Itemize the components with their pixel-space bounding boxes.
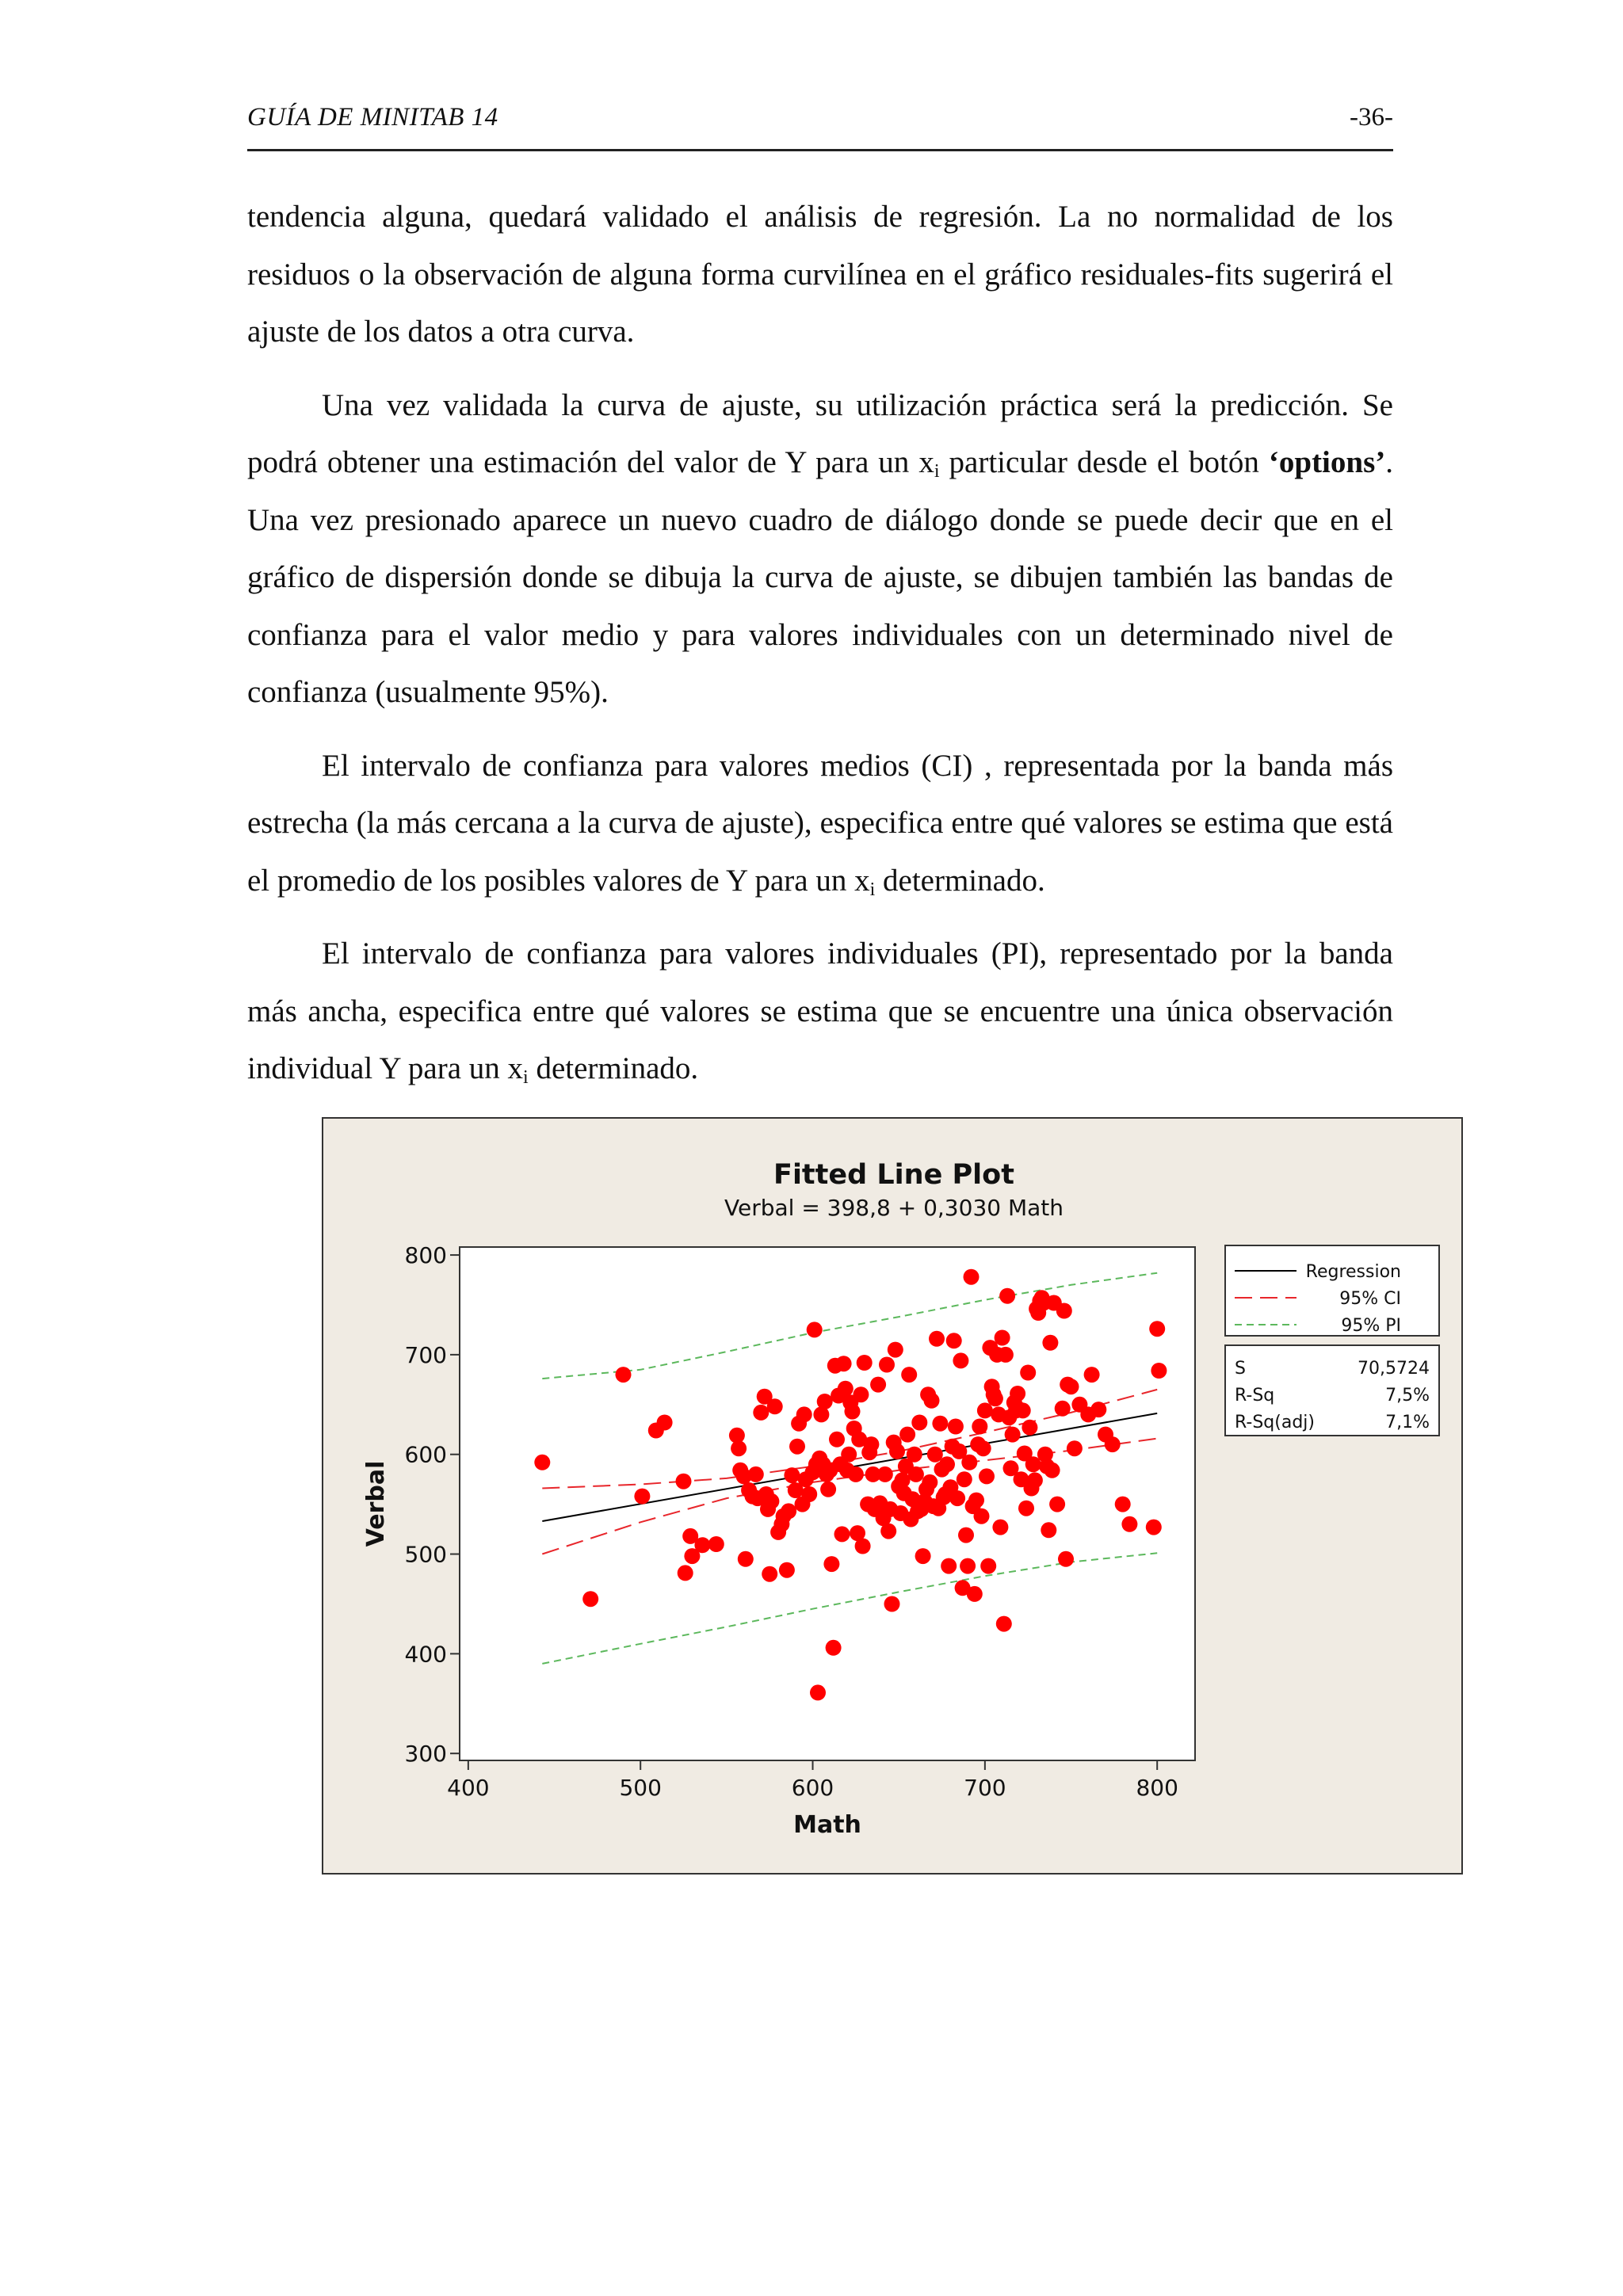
data-point — [972, 1419, 987, 1435]
data-point — [1055, 1401, 1071, 1417]
paragraph-1-text: tendencia alguna, quedará validado el análisis de regresión. La no normalidad de los residuos o la observación de alguna forma curvilínea en el gráfico residuales-fits sugerirá el ajuste de los datos a otra curva. — [247, 200, 1393, 349]
data-point — [657, 1415, 673, 1431]
data-point — [949, 1490, 965, 1506]
data-point — [880, 1524, 896, 1539]
data-point — [977, 1402, 993, 1418]
fitted-line-plot-figure — [322, 1117, 1463, 1875]
data-point — [763, 1493, 779, 1509]
paragraph-4 — [247, 925, 1393, 1098]
data-point — [948, 1419, 964, 1435]
stats-box — [1225, 1345, 1439, 1436]
data-point — [845, 1404, 861, 1420]
x-tick-label: 700 — [964, 1775, 1006, 1801]
data-point — [907, 1447, 922, 1463]
x-tick-label: 400 — [447, 1775, 490, 1801]
paragraph-2-text-b: particular desde el botón — [939, 445, 1269, 479]
data-point — [1056, 1303, 1072, 1319]
data-point — [1020, 1365, 1036, 1381]
data-point — [1022, 1420, 1037, 1436]
data-point — [998, 1347, 1014, 1363]
data-point — [1090, 1402, 1106, 1417]
data-point — [820, 1482, 836, 1497]
data-point — [929, 1331, 945, 1347]
paragraph-3 — [247, 738, 1393, 910]
subscript-i: i — [869, 879, 876, 900]
data-point — [996, 1616, 1012, 1632]
legend-ci-label: 95% CI — [1339, 1289, 1401, 1309]
fitted-line-plot — [323, 1119, 1461, 1873]
stat-rsq-value: 7,5% — [1385, 1386, 1430, 1405]
data-point — [762, 1566, 777, 1582]
x-axis-label: Math — [793, 1811, 861, 1839]
chart-subtitle: Verbal = 398,8 + 0,3030 Math — [724, 1195, 1064, 1221]
y-tick-label: 300 — [404, 1741, 447, 1768]
plot-area — [460, 1247, 1195, 1760]
data-point — [979, 1468, 995, 1484]
data-point — [855, 1539, 871, 1554]
data-point — [884, 1596, 900, 1612]
legend-regression-label: Regression — [1305, 1262, 1401, 1282]
stat-rsqadj-value: 7,1% — [1385, 1413, 1430, 1432]
data-point — [748, 1466, 764, 1482]
data-point — [863, 1436, 879, 1452]
data-point — [1067, 1440, 1083, 1456]
data-point — [834, 1526, 850, 1542]
chart-title: Fitted Line Plot — [773, 1159, 1014, 1191]
data-point — [968, 1493, 984, 1508]
paragraph-1 — [247, 189, 1393, 361]
data-point — [992, 1520, 1008, 1535]
data-point — [1121, 1516, 1137, 1532]
running-title: GUÍA DE MINITAB 14 — [247, 103, 498, 132]
data-point — [753, 1405, 769, 1421]
data-point — [789, 1439, 805, 1455]
data-point — [987, 1390, 1003, 1406]
data-point — [939, 1456, 955, 1472]
data-point — [922, 1474, 938, 1490]
data-point — [888, 1342, 903, 1358]
data-point — [958, 1527, 974, 1543]
x-tick-label: 600 — [791, 1775, 834, 1801]
data-point — [911, 1415, 927, 1431]
stat-s-label: S — [1235, 1359, 1246, 1379]
data-point — [964, 1269, 980, 1285]
data-point — [953, 1352, 968, 1368]
y-tick-label: 400 — [404, 1641, 447, 1668]
data-point — [974, 1508, 990, 1524]
data-point — [848, 1466, 864, 1482]
paragraph-2 — [247, 377, 1393, 722]
data-point — [915, 1548, 931, 1564]
y-tick-label: 500 — [404, 1541, 447, 1568]
data-point — [708, 1536, 724, 1552]
data-point — [1058, 1551, 1074, 1567]
data-point — [810, 1684, 826, 1700]
data-point — [767, 1398, 783, 1414]
legend-box — [1225, 1245, 1439, 1336]
data-point — [889, 1444, 905, 1459]
data-point — [899, 1427, 915, 1443]
body-text — [247, 189, 1393, 1098]
subscript-i: i — [934, 461, 940, 482]
data-point — [1115, 1497, 1131, 1512]
data-point — [676, 1474, 692, 1489]
data-point — [853, 1386, 869, 1402]
subscript-i: i — [523, 1067, 529, 1088]
data-point — [1105, 1436, 1121, 1452]
data-point — [957, 1471, 972, 1487]
data-point — [924, 1393, 940, 1409]
data-point — [694, 1537, 710, 1553]
data-point — [582, 1591, 598, 1607]
legend-pi-label: 95% PI — [1341, 1316, 1401, 1336]
y-tick-label: 800 — [404, 1242, 447, 1269]
data-point — [932, 1416, 948, 1432]
paragraph-4-text-b: determinado. — [528, 1051, 699, 1085]
data-point — [995, 1330, 1010, 1346]
data-point — [829, 1432, 845, 1447]
data-point — [877, 1466, 893, 1482]
data-point — [1018, 1501, 1034, 1516]
data-point — [870, 1377, 886, 1393]
data-point — [908, 1466, 924, 1482]
data-point — [738, 1551, 754, 1567]
page-number: -36- — [1350, 103, 1393, 132]
stat-rsq-label: R-Sq — [1235, 1386, 1275, 1405]
page-header — [247, 93, 1393, 151]
data-point — [836, 1356, 852, 1371]
data-point — [1005, 1427, 1021, 1443]
data-point — [1044, 1463, 1060, 1478]
data-point — [901, 1367, 917, 1383]
data-point — [999, 1288, 1015, 1304]
data-point — [960, 1558, 976, 1574]
data-point — [1042, 1335, 1058, 1351]
data-point — [807, 1322, 823, 1337]
data-point — [781, 1503, 796, 1519]
data-point — [946, 1333, 962, 1348]
data-point — [616, 1367, 632, 1383]
data-point — [1027, 1472, 1043, 1488]
data-point — [980, 1558, 996, 1574]
data-point — [841, 1447, 857, 1463]
x-tick-label: 800 — [1136, 1775, 1178, 1801]
data-point — [801, 1486, 817, 1502]
data-point — [1064, 1379, 1079, 1394]
data-point — [826, 1640, 842, 1656]
stat-rsqadj-label: R-Sq(adj) — [1235, 1413, 1315, 1432]
data-point — [796, 1406, 812, 1422]
data-point — [1049, 1497, 1065, 1512]
data-point — [967, 1586, 983, 1602]
paragraph-3-text-b: determinado. — [875, 863, 1045, 898]
data-point — [879, 1357, 895, 1373]
data-point — [534, 1455, 550, 1470]
y-axis-label: Verbal — [362, 1460, 390, 1547]
data-point — [976, 1440, 991, 1456]
data-point — [1015, 1402, 1031, 1418]
data-point — [823, 1556, 839, 1572]
data-point — [1084, 1367, 1100, 1383]
data-point — [961, 1455, 977, 1470]
data-point — [1010, 1386, 1025, 1402]
data-point — [1151, 1363, 1167, 1379]
x-tick-label: 500 — [619, 1775, 662, 1801]
data-point — [1041, 1522, 1056, 1538]
data-point — [838, 1381, 854, 1397]
y-tick-label: 600 — [404, 1441, 447, 1468]
data-point — [1149, 1321, 1165, 1337]
options-keyword: ‘options’ — [1268, 445, 1386, 479]
data-point — [634, 1489, 650, 1505]
data-point — [941, 1558, 957, 1574]
data-point — [779, 1562, 795, 1578]
data-point — [784, 1467, 800, 1483]
data-point — [857, 1355, 873, 1371]
paragraph-2-text-c: . Una vez presionado aparece un nuevo cuadro de diálogo donde se puede decir que en el gráfico de dispersión donde se dibuja la curva de ajuste, se dibujen también las bandas de confianza para el valor medio y para valores individuales con un determinado nivel de confianza (usualmente 95%). — [247, 445, 1393, 709]
paragraph-3-text-a: El intervalo de confianza para valores medios (CI) , representada por la banda más estrecha (la más cercana a la curva de ajuste), especifica entre qué valores se estima que está el promedio de los posibles valores de Y para un x — [247, 748, 1393, 898]
y-tick-label: 700 — [404, 1341, 447, 1368]
data-point — [731, 1440, 747, 1456]
stat-s-value: 70,5724 — [1358, 1359, 1430, 1379]
paragraph-4-text-a: El intervalo de confianza para valores individuales (PI), representado por la banda más ancha, especifica entre qué valores se estima que se encuentre una única observación individual Y para un x — [247, 936, 1393, 1085]
data-point — [1146, 1520, 1162, 1535]
data-point — [817, 1394, 833, 1409]
paragraph-2-text-a: Una vez validada la curva de ajuste, su utilización práctica será la predicción. Se podrá obtener una estimación del valor de Y para un x — [247, 387, 1393, 479]
data-point — [678, 1565, 693, 1581]
